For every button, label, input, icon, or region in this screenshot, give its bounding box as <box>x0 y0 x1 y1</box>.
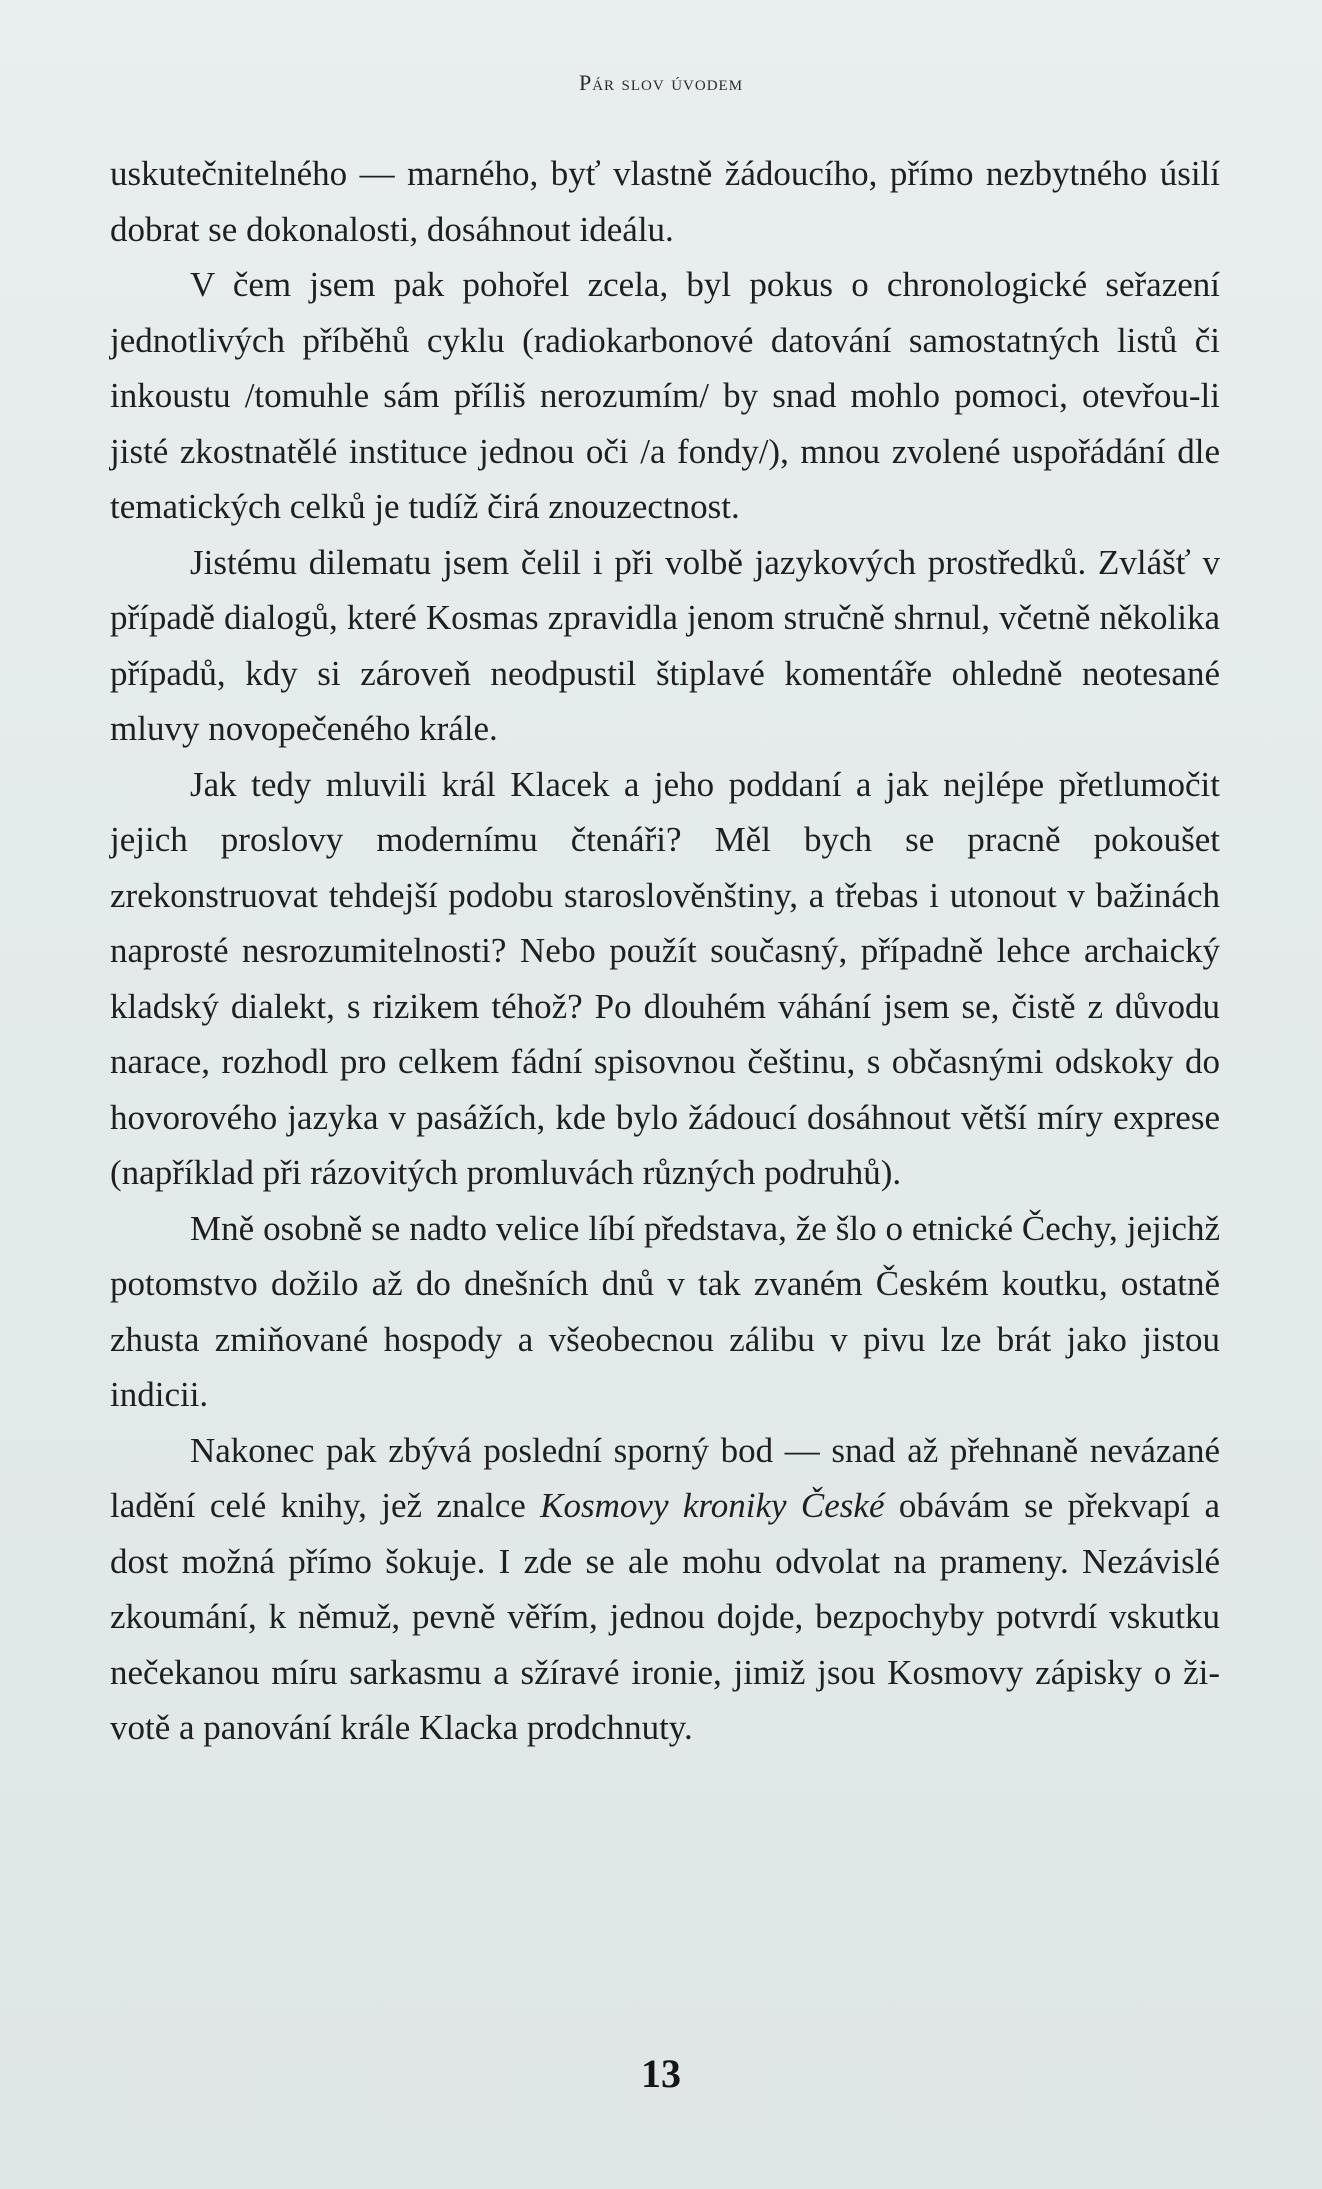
paragraph-text: Jistému dilematu jsem čelil i při volbě jazykových prostředků. Zvlášť v případě dialogů, které Kosmas zpravidla jenom stručně shrnul, včetně několika případů, kdy si zároveň neodpustil štiplavé komentáře ohledně neotesané mluvy novopečeného krále. <box>110 542 1220 748</box>
running-head: Pár slov úvodem <box>578 70 744 95</box>
paragraph <box>110 1423 1220 1756</box>
paragraph-text: Mně osobně se nadto velice líbí představa, že šlo o etnické Čechy, jejichž potomstvo dožilo až do dnešních dnů v tak zvaném Českém koutku, ostatně zhusta zmiňované hospody a všeobecnou zálibu v pivu lze brát jako jistou indicii. <box>110 1208 1220 1414</box>
paragraph <box>110 146 1220 257</box>
page-number: 13 <box>641 2051 681 2096</box>
italic-title: Kosmovy kroniky České <box>540 1486 885 1525</box>
paragraph-text: Nakonec pak zbývá poslední sporný bod — snad až přehnaně nevázané ladění celé knihy, jež znalce <box>110 1430 1220 1525</box>
paragraph-text: uskutečnitelného — marného, byť vlastně žádoucího, přímo nezbytného úsilí dobrat se dokonalosti, dosáhnout ideálu. <box>110 154 1220 249</box>
paragraph <box>110 1201 1220 1423</box>
paragraph <box>110 757 1220 1201</box>
paragraph-text: Jak tedy mluvili král Klacek a jeho poddaní a jak nejlépe přetlumočit jejich proslovy modernímu čtenáři? Měl bych se pracně pokoušet zrekonstruovat tehdejší podobu staroslověnštiny, a třebas i utonout v bažinách naprosté nesrozumitelnosti? Nebo použít současný, případně lehce archaický kladský dialekt, s rizikem téhož? Po dlouhém váhání jsem se, čistě z důvodu narace, rozhodl pro celkem fádní spisovnou češtinu, s občasnými odskoky do hovorového jazyka v pasážích, kde bylo žádoucí dosáhnout větší míry exprese (například při rázovitých promluvách různých podruhů). <box>110 764 1220 1192</box>
paragraph <box>110 535 1220 757</box>
body-text <box>110 146 1220 1756</box>
paragraph-text: obávám se překvapí a dost možná přímo šokuje. I zde se ale mohu odvolat na prameny. Nezávislé zkoumání, k němuž, pevně věřím, jednou dojde, bezpochyby potvrdí vskutku nečekanou míru sarkasmu a sžíravé ironie, jimiž jsou Kosmovy zápisky o životě a panování krále Klacka prodchnuty. <box>110 1486 1221 1747</box>
paragraph <box>110 257 1220 535</box>
paragraph-text: V čem jsem pak pohořel zcela, byl pokus o chronologické seřazení jednotlivých příběhů cyklu (radiokarbonové datování samostatných listů či inkoustu /tomuhle sám příliš nerozumím/ by snad mohlo pomoci, otevřou-li jisté zkostnatělé instituce jednou oči /a fondy/), mnou zvolené uspořádání dle tematických celků je tudíž čirá znouzectnost. <box>110 265 1220 526</box>
